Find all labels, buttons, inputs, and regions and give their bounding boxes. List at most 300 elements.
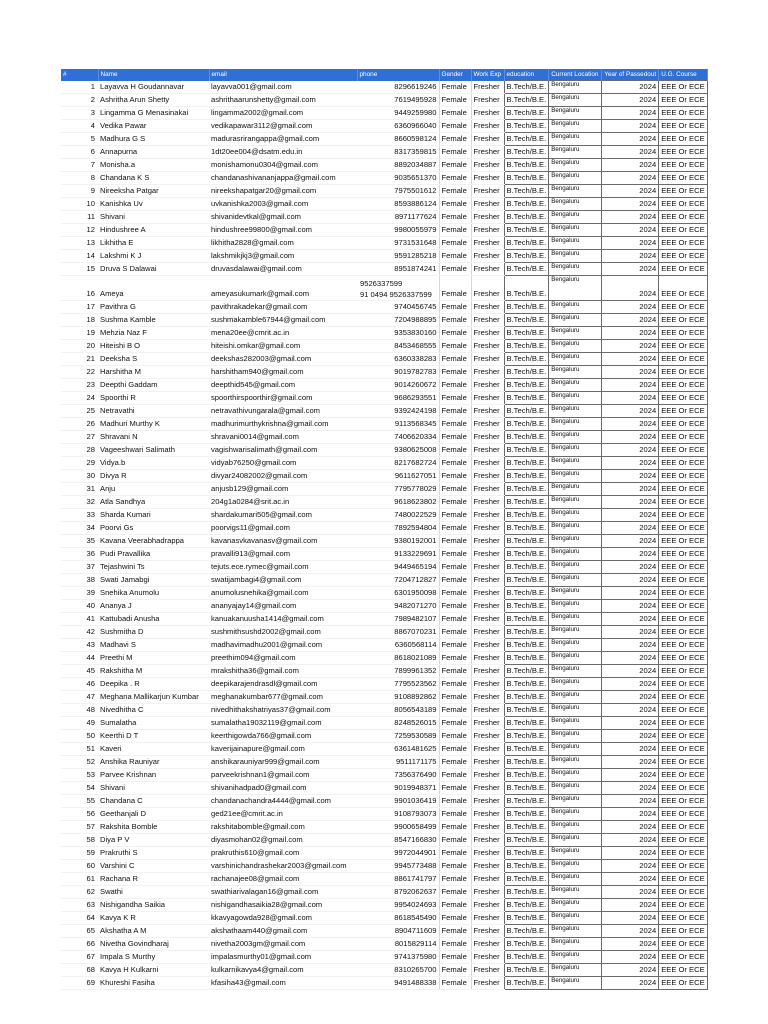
cell-name[interactable]: Meghana Mallikarjun Kumbar: [98, 691, 209, 704]
header-col-year-passedout[interactable]: Year of Passedout: [602, 69, 659, 81]
cell-gender[interactable]: Female: [439, 470, 471, 483]
header-col-ug-course[interactable]: U.G. Course: [659, 69, 707, 81]
cell-phone[interactable]: 8217682724: [357, 457, 439, 470]
cell-work-exp[interactable]: Fresher: [471, 522, 504, 535]
cell-education[interactable]: B.Tech/B.E.: [504, 159, 549, 172]
cell-gender[interactable]: Female: [439, 366, 471, 379]
cell-education[interactable]: B.Tech/B.E.: [504, 107, 549, 120]
cell-name[interactable]: Deeksha S: [98, 353, 209, 366]
cell-index[interactable]: 64: [61, 912, 98, 925]
cell-phone[interactable]: 9133229691: [357, 548, 439, 561]
cell-current-location[interactable]: Bengaluru: [549, 483, 602, 496]
cell-work-exp[interactable]: Fresher: [471, 340, 504, 353]
cell-index[interactable]: 45: [61, 665, 98, 678]
cell-current-location[interactable]: Bengaluru: [549, 964, 602, 977]
cell-ug-course[interactable]: EEE Or ECE: [659, 886, 707, 899]
cell-year-passedout[interactable]: 2024: [602, 211, 659, 224]
cell-current-location[interactable]: Bengaluru: [549, 392, 602, 405]
cell-phone[interactable]: 8951874241: [357, 263, 439, 276]
cell-education[interactable]: B.Tech/B.E.: [504, 496, 549, 509]
cell-gender[interactable]: Female: [439, 327, 471, 340]
cell-education[interactable]: B.Tech/B.E.: [504, 626, 549, 639]
cell-index[interactable]: 12: [61, 224, 98, 237]
cell-current-location[interactable]: Bengaluru: [549, 159, 602, 172]
cell-phone[interactable]: 8904711609: [357, 925, 439, 938]
cell-email[interactable]: shravani0014@gmail.com: [209, 431, 357, 444]
cell-gender[interactable]: Female: [439, 678, 471, 691]
cell-phone[interactable]: 9491488338: [357, 977, 439, 990]
cell-phone[interactable]: 6361481625: [357, 743, 439, 756]
cell-gender[interactable]: Female: [439, 756, 471, 769]
cell-index[interactable]: 31: [61, 483, 98, 496]
cell-education[interactable]: B.Tech/B.E.: [504, 756, 549, 769]
cell-name[interactable]: Kaveri: [98, 743, 209, 756]
cell-email[interactable]: layavva001@gmail.com: [209, 81, 357, 94]
header-col-name[interactable]: Name: [98, 69, 209, 81]
cell-index[interactable]: 26: [61, 418, 98, 431]
cell-gender[interactable]: Female: [439, 457, 471, 470]
cell-year-passedout[interactable]: 2024: [602, 912, 659, 925]
cell-phone[interactable]: 9014260672: [357, 379, 439, 392]
cell-index[interactable]: 41: [61, 613, 98, 626]
cell-ug-course[interactable]: EEE Or ECE: [659, 756, 707, 769]
cell-index[interactable]: 46: [61, 678, 98, 691]
cell-gender[interactable]: Female: [439, 886, 471, 899]
cell-gender[interactable]: Female: [439, 847, 471, 860]
cell-email[interactable]: deepikarajendrasdl@gmail.com: [209, 678, 357, 691]
cell-year-passedout[interactable]: 2024: [602, 574, 659, 587]
cell-email[interactable]: varshinichandrashekar2003@gmail.com: [209, 860, 357, 873]
cell-phone[interactable]: [357, 276, 439, 301]
cell-year-passedout[interactable]: 2024: [602, 340, 659, 353]
cell-name[interactable]: Tejashwini Ts: [98, 561, 209, 574]
cell-phone[interactable]: 7619495928: [357, 94, 439, 107]
cell-year-passedout[interactable]: 2024: [602, 457, 659, 470]
cell-gender[interactable]: Female: [439, 665, 471, 678]
cell-name[interactable]: Parvee Krishnan: [98, 769, 209, 782]
cell-email[interactable]: likhitha2828@gmail.com: [209, 237, 357, 250]
cell-current-location[interactable]: Bengaluru: [549, 951, 602, 964]
cell-email[interactable]: 1dt20ee004@dsatm.edu.in: [209, 146, 357, 159]
cell-phone[interactable]: 8056543189: [357, 704, 439, 717]
cell-year-passedout[interactable]: 2024: [602, 756, 659, 769]
cell-name[interactable]: Shivani: [98, 782, 209, 795]
cell-ug-course[interactable]: EEE Or ECE: [659, 509, 707, 522]
cell-gender[interactable]: Female: [439, 211, 471, 224]
cell-name[interactable]: Impala S Murthy: [98, 951, 209, 964]
cell-name[interactable]: Rakshita Bomble: [98, 821, 209, 834]
cell-email[interactable]: swathiarivalagan16@gmail.com: [209, 886, 357, 899]
cell-name[interactable]: Annapurna: [98, 146, 209, 159]
cell-work-exp[interactable]: Fresher: [471, 756, 504, 769]
cell-index[interactable]: 14: [61, 250, 98, 263]
cell-year-passedout[interactable]: 2024: [602, 172, 659, 185]
cell-index[interactable]: 33: [61, 509, 98, 522]
cell-work-exp[interactable]: Fresher: [471, 444, 504, 457]
cell-phone[interactable]: 8892034887: [357, 159, 439, 172]
cell-current-location[interactable]: Bengaluru: [549, 899, 602, 912]
cell-education[interactable]: B.Tech/B.E.: [504, 366, 549, 379]
cell-index[interactable]: 4: [61, 120, 98, 133]
cell-index[interactable]: 44: [61, 652, 98, 665]
cell-index[interactable]: 21: [61, 353, 98, 366]
cell-index[interactable]: 7: [61, 159, 98, 172]
cell-current-location[interactable]: Bengaluru: [549, 263, 602, 276]
cell-work-exp[interactable]: Fresher: [471, 964, 504, 977]
cell-work-exp[interactable]: Fresher: [471, 834, 504, 847]
cell-work-exp[interactable]: Fresher: [471, 496, 504, 509]
cell-current-location[interactable]: Bengaluru: [549, 613, 602, 626]
cell-year-passedout[interactable]: 2024: [602, 94, 659, 107]
cell-current-location[interactable]: Bengaluru: [549, 353, 602, 366]
cell-education[interactable]: B.Tech/B.E.: [504, 821, 549, 834]
cell-current-location[interactable]: Bengaluru: [549, 834, 602, 847]
cell-phone[interactable]: 9945773488: [357, 860, 439, 873]
cell-ug-course[interactable]: EEE Or ECE: [659, 431, 707, 444]
cell-education[interactable]: B.Tech/B.E.: [504, 405, 549, 418]
cell-gender[interactable]: Female: [439, 263, 471, 276]
cell-index[interactable]: 42: [61, 626, 98, 639]
cell-education[interactable]: B.Tech/B.E.: [504, 769, 549, 782]
cell-year-passedout[interactable]: 2024: [602, 938, 659, 951]
cell-index[interactable]: 57: [61, 821, 98, 834]
cell-gender[interactable]: Female: [439, 639, 471, 652]
cell-name[interactable]: Kavana Veerabhadrappa: [98, 535, 209, 548]
cell-year-passedout[interactable]: 2024: [602, 250, 659, 263]
cell-index[interactable]: 52: [61, 756, 98, 769]
cell-work-exp[interactable]: Fresher: [471, 483, 504, 496]
cell-education[interactable]: B.Tech/B.E.: [504, 808, 549, 821]
cell-year-passedout[interactable]: 2024: [602, 483, 659, 496]
cell-ug-course[interactable]: EEE Or ECE: [659, 860, 707, 873]
cell-index[interactable]: 23: [61, 379, 98, 392]
cell-phone[interactable]: 9392424198: [357, 405, 439, 418]
cell-phone[interactable]: 7892594804: [357, 522, 439, 535]
cell-current-location[interactable]: Bengaluru: [549, 600, 602, 613]
cell-education[interactable]: B.Tech/B.E.: [504, 860, 549, 873]
cell-current-location[interactable]: Bengaluru: [549, 314, 602, 327]
cell-email[interactable]: netravathivungarala@gmail.com: [209, 405, 357, 418]
cell-index[interactable]: 53: [61, 769, 98, 782]
cell-gender[interactable]: Female: [439, 587, 471, 600]
cell-year-passedout[interactable]: 2024: [602, 327, 659, 340]
cell-phone[interactable]: 9380625008: [357, 444, 439, 457]
cell-email[interactable]: kfasiha43@gmail.com: [209, 977, 357, 990]
cell-current-location[interactable]: Bengaluru: [549, 665, 602, 678]
cell-index[interactable]: 11: [61, 211, 98, 224]
cell-ug-course[interactable]: EEE Or ECE: [659, 146, 707, 159]
cell-index[interactable]: 24: [61, 392, 98, 405]
cell-year-passedout[interactable]: 2024: [602, 185, 659, 198]
cell-email[interactable]: pravalli913@gmail.com: [209, 548, 357, 561]
cell-phone[interactable]: 9449259980: [357, 107, 439, 120]
cell-work-exp[interactable]: Fresher: [471, 873, 504, 886]
header-col-index[interactable]: #: [61, 69, 98, 81]
cell-email[interactable]: vidyab76250@gmail.com: [209, 457, 357, 470]
cell-education[interactable]: B.Tech/B.E.: [504, 470, 549, 483]
cell-email[interactable]: impalasmurthy01@gmail.com: [209, 951, 357, 964]
cell-email[interactable]: sushmithsushd2002@gmail.com: [209, 626, 357, 639]
cell-work-exp[interactable]: Fresher: [471, 418, 504, 431]
cell-phone[interactable]: 8310265700: [357, 964, 439, 977]
cell-name[interactable]: Anju: [98, 483, 209, 496]
cell-ug-course[interactable]: EEE Or ECE: [659, 483, 707, 496]
cell-index[interactable]: 8: [61, 172, 98, 185]
cell-phone[interactable]: 9511171175: [357, 756, 439, 769]
cell-gender[interactable]: Female: [439, 120, 471, 133]
cell-work-exp[interactable]: Fresher: [471, 574, 504, 587]
cell-work-exp[interactable]: Fresher: [471, 600, 504, 613]
cell-index[interactable]: 25: [61, 405, 98, 418]
cell-year-passedout[interactable]: 2024: [602, 120, 659, 133]
cell-education[interactable]: B.Tech/B.E.: [504, 535, 549, 548]
cell-name[interactable]: Sharda Kumari: [98, 509, 209, 522]
cell-education[interactable]: B.Tech/B.E.: [504, 795, 549, 808]
cell-current-location[interactable]: Bengaluru: [549, 977, 602, 990]
cell-phone[interactable]: 9901036419: [357, 795, 439, 808]
cell-current-location[interactable]: Bengaluru: [549, 444, 602, 457]
cell-ug-course[interactable]: EEE Or ECE: [659, 314, 707, 327]
cell-email[interactable]: poorvigs11@gmail.com: [209, 522, 357, 535]
cell-phone[interactable]: 6360966040: [357, 120, 439, 133]
cell-work-exp[interactable]: Fresher: [471, 912, 504, 925]
cell-email[interactable]: kanuakanuusha1414@gmail.com: [209, 613, 357, 626]
cell-education[interactable]: B.Tech/B.E.: [504, 912, 549, 925]
cell-phone[interactable]: 7899961352: [357, 665, 439, 678]
cell-index[interactable]: 19: [61, 327, 98, 340]
cell-email[interactable]: hindushree99800@gmail.com: [209, 224, 357, 237]
cell-year-passedout[interactable]: 2024: [602, 405, 659, 418]
cell-year-passedout[interactable]: 2024: [602, 678, 659, 691]
cell-name[interactable]: Hindushree A: [98, 224, 209, 237]
cell-work-exp[interactable]: Fresher: [471, 977, 504, 990]
cell-ug-course[interactable]: EEE Or ECE: [659, 912, 707, 925]
cell-education[interactable]: B.Tech/B.E.: [504, 613, 549, 626]
cell-year-passedout[interactable]: 2024: [602, 587, 659, 600]
cell-email[interactable]: chandanachandra4444@gmail.com: [209, 795, 357, 808]
cell-name[interactable]: Madhura G S: [98, 133, 209, 146]
cell-ug-course[interactable]: EEE Or ECE: [659, 470, 707, 483]
cell-year-passedout[interactable]: 2024: [602, 743, 659, 756]
cell-email[interactable]: keerthigowda766@gmail.com: [209, 730, 357, 743]
cell-gender[interactable]: Female: [439, 379, 471, 392]
cell-work-exp[interactable]: Fresher: [471, 639, 504, 652]
cell-name[interactable]: Madhuri Murthy K: [98, 418, 209, 431]
cell-work-exp[interactable]: Fresher: [471, 535, 504, 548]
cell-gender[interactable]: Female: [439, 717, 471, 730]
cell-email[interactable]: parveekrishnan1@gmail.com: [209, 769, 357, 782]
cell-phone[interactable]: 9591285218: [357, 250, 439, 263]
cell-ug-course[interactable]: EEE Or ECE: [659, 873, 707, 886]
cell-current-location[interactable]: Bengaluru: [549, 340, 602, 353]
cell-gender[interactable]: Female: [439, 613, 471, 626]
cell-phone[interactable]: 9035651370: [357, 172, 439, 185]
cell-gender[interactable]: Female: [439, 444, 471, 457]
cell-work-exp[interactable]: Fresher: [471, 951, 504, 964]
cell-current-location[interactable]: Bengaluru: [549, 120, 602, 133]
cell-name[interactable]: Varshini C: [98, 860, 209, 873]
cell-year-passedout[interactable]: 2024: [602, 561, 659, 574]
cell-name[interactable]: Rakshitha M: [98, 665, 209, 678]
cell-ug-course[interactable]: EEE Or ECE: [659, 587, 707, 600]
cell-index[interactable]: 36: [61, 548, 98, 561]
cell-gender[interactable]: Female: [439, 185, 471, 198]
cell-name[interactable]: Ananya J: [98, 600, 209, 613]
cell-email[interactable]: harshitham940@gmail.com: [209, 366, 357, 379]
cell-work-exp[interactable]: Fresher: [471, 353, 504, 366]
cell-phone[interactable]: 8015829114: [357, 938, 439, 951]
cell-work-exp[interactable]: Fresher: [471, 808, 504, 821]
cell-ug-course[interactable]: EEE Or ECE: [659, 81, 707, 94]
cell-work-exp[interactable]: Fresher: [471, 198, 504, 211]
cell-ug-course[interactable]: EEE Or ECE: [659, 250, 707, 263]
cell-current-location[interactable]: Bengaluru: [549, 405, 602, 418]
cell-email[interactable]: chandanashivananjappa@gmail.com: [209, 172, 357, 185]
cell-phone[interactable]: 9980055979: [357, 224, 439, 237]
cell-education[interactable]: B.Tech/B.E.: [504, 652, 549, 665]
cell-education[interactable]: B.Tech/B.E.: [504, 548, 549, 561]
cell-work-exp[interactable]: Fresher: [471, 899, 504, 912]
cell-name[interactable]: Swati Jamabgi: [98, 574, 209, 587]
cell-gender[interactable]: Female: [439, 574, 471, 587]
cell-phone[interactable]: 8248526015: [357, 717, 439, 730]
cell-name[interactable]: Diya P V: [98, 834, 209, 847]
cell-gender[interactable]: Female: [439, 483, 471, 496]
cell-name[interactable]: Layavva H Goudannavar: [98, 81, 209, 94]
cell-ug-course[interactable]: EEE Or ECE: [659, 120, 707, 133]
cell-phone[interactable]: 9449465194: [357, 561, 439, 574]
cell-phone[interactable]: 7259530589: [357, 730, 439, 743]
cell-ug-course[interactable]: EEE Or ECE: [659, 769, 707, 782]
cell-phone[interactable]: 9686293551: [357, 392, 439, 405]
cell-work-exp[interactable]: Fresher: [471, 133, 504, 146]
cell-ug-course[interactable]: EEE Or ECE: [659, 626, 707, 639]
cell-index[interactable]: 67: [61, 951, 98, 964]
cell-email[interactable]: pavithrakadekar@gmail.com: [209, 301, 357, 314]
cell-ug-course[interactable]: EEE Or ECE: [659, 327, 707, 340]
cell-current-location[interactable]: Bengaluru: [549, 198, 602, 211]
cell-phone[interactable]: 9019948371: [357, 782, 439, 795]
cell-index[interactable]: 43: [61, 639, 98, 652]
cell-index[interactable]: 58: [61, 834, 98, 847]
cell-index[interactable]: 39: [61, 587, 98, 600]
cell-email[interactable]: hiteishi.omkar@gmail.com: [209, 340, 357, 353]
cell-ug-course[interactable]: EEE Or ECE: [659, 600, 707, 613]
cell-education[interactable]: B.Tech/B.E.: [504, 951, 549, 964]
cell-current-location[interactable]: Bengaluru: [549, 886, 602, 899]
cell-education[interactable]: B.Tech/B.E.: [504, 301, 549, 314]
cell-email[interactable]: anjusb129@gmail.com: [209, 483, 357, 496]
cell-education[interactable]: B.Tech/B.E.: [504, 198, 549, 211]
cell-ug-course[interactable]: EEE Or ECE: [659, 782, 707, 795]
cell-ug-course[interactable]: EEE Or ECE: [659, 925, 707, 938]
cell-ug-course[interactable]: EEE Or ECE: [659, 561, 707, 574]
cell-work-exp[interactable]: Fresher: [471, 237, 504, 250]
cell-email[interactable]: kulkarnikavya4@gmail.com: [209, 964, 357, 977]
cell-index[interactable]: 56: [61, 808, 98, 821]
cell-index[interactable]: 38: [61, 574, 98, 587]
cell-education[interactable]: B.Tech/B.E.: [504, 431, 549, 444]
cell-work-exp[interactable]: Fresher: [471, 717, 504, 730]
cell-gender[interactable]: Female: [439, 509, 471, 522]
cell-year-passedout[interactable]: 2024: [602, 873, 659, 886]
cell-work-exp[interactable]: Fresher: [471, 392, 504, 405]
cell-email[interactable]: monishamonu0304@gmail.com: [209, 159, 357, 172]
cell-index[interactable]: 22: [61, 366, 98, 379]
cell-phone[interactable]: 8618021089: [357, 652, 439, 665]
cell-current-location[interactable]: Bengaluru: [549, 925, 602, 938]
cell-phone[interactable]: 7795778029: [357, 483, 439, 496]
cell-ug-course[interactable]: EEE Or ECE: [659, 496, 707, 509]
cell-education[interactable]: B.Tech/B.E.: [504, 185, 549, 198]
cell-current-location[interactable]: Bengaluru: [549, 678, 602, 691]
cell-ug-course[interactable]: EEE Or ECE: [659, 301, 707, 314]
cell-gender[interactable]: Female: [439, 340, 471, 353]
cell-ug-course[interactable]: EEE Or ECE: [659, 795, 707, 808]
cell-year-passedout[interactable]: 2024: [602, 665, 659, 678]
cell-ug-course[interactable]: EEE Or ECE: [659, 418, 707, 431]
cell-work-exp[interactable]: Fresher: [471, 665, 504, 678]
cell-year-passedout[interactable]: 2024: [602, 159, 659, 172]
cell-current-location[interactable]: Bengaluru: [549, 626, 602, 639]
cell-year-passedout[interactable]: 2024: [602, 925, 659, 938]
cell-email[interactable]: nireekshapatgar20@gmail.com: [209, 185, 357, 198]
cell-name[interactable]: Nishigandha Saikia: [98, 899, 209, 912]
cell-name[interactable]: Vedika Pawar: [98, 120, 209, 133]
cell-year-passedout[interactable]: 2024: [602, 704, 659, 717]
cell-ug-course[interactable]: EEE Or ECE: [659, 964, 707, 977]
cell-name[interactable]: Anshika Rauniyar: [98, 756, 209, 769]
cell-index[interactable]: 40: [61, 600, 98, 613]
cell-phone[interactable]: 8296619246: [357, 81, 439, 94]
cell-name[interactable]: Geethanjali D: [98, 808, 209, 821]
cell-current-location[interactable]: Bengaluru: [549, 470, 602, 483]
cell-index[interactable]: 61: [61, 873, 98, 886]
header-col-education[interactable]: education: [504, 69, 549, 81]
cell-name[interactable]: Rachana R: [98, 873, 209, 886]
cell-index[interactable]: 34: [61, 522, 98, 535]
cell-year-passedout[interactable]: 2024: [602, 444, 659, 457]
cell-year-passedout[interactable]: 2024: [602, 964, 659, 977]
cell-current-location[interactable]: Bengaluru: [549, 717, 602, 730]
cell-current-location[interactable]: Bengaluru: [549, 743, 602, 756]
cell-ug-course[interactable]: EEE Or ECE: [659, 639, 707, 652]
cell-email[interactable]: sumalatha19032119@gmail.com: [209, 717, 357, 730]
cell-gender[interactable]: Female: [439, 107, 471, 120]
cell-year-passedout[interactable]: 2024: [602, 301, 659, 314]
cell-year-passedout[interactable]: 2024: [602, 613, 659, 626]
cell-ug-course[interactable]: EEE Or ECE: [659, 457, 707, 470]
cell-ug-course[interactable]: EEE Or ECE: [659, 263, 707, 276]
cell-email[interactable]: madhavimadhu2001@gmail.com: [209, 639, 357, 652]
cell-work-exp[interactable]: Fresher: [471, 847, 504, 860]
cell-work-exp[interactable]: Fresher: [471, 172, 504, 185]
cell-gender[interactable]: Female: [439, 600, 471, 613]
cell-email[interactable]: 204g1a0284@srit.ac.in: [209, 496, 357, 509]
cell-name[interactable]: Chandana C: [98, 795, 209, 808]
cell-year-passedout[interactable]: 2024: [602, 808, 659, 821]
cell-education[interactable]: B.Tech/B.E.: [504, 379, 549, 392]
cell-ug-course[interactable]: EEE Or ECE: [659, 159, 707, 172]
cell-name[interactable]: Hiteishi B O: [98, 340, 209, 353]
cell-year-passedout[interactable]: 2024: [602, 821, 659, 834]
cell-gender[interactable]: Female: [439, 743, 471, 756]
cell-ug-course[interactable]: EEE Or ECE: [659, 665, 707, 678]
cell-email[interactable]: ananyajay14@gmail.com: [209, 600, 357, 613]
cell-gender[interactable]: Female: [439, 496, 471, 509]
cell-current-location[interactable]: Bengaluru: [549, 172, 602, 185]
cell-ug-course[interactable]: EEE Or ECE: [659, 743, 707, 756]
